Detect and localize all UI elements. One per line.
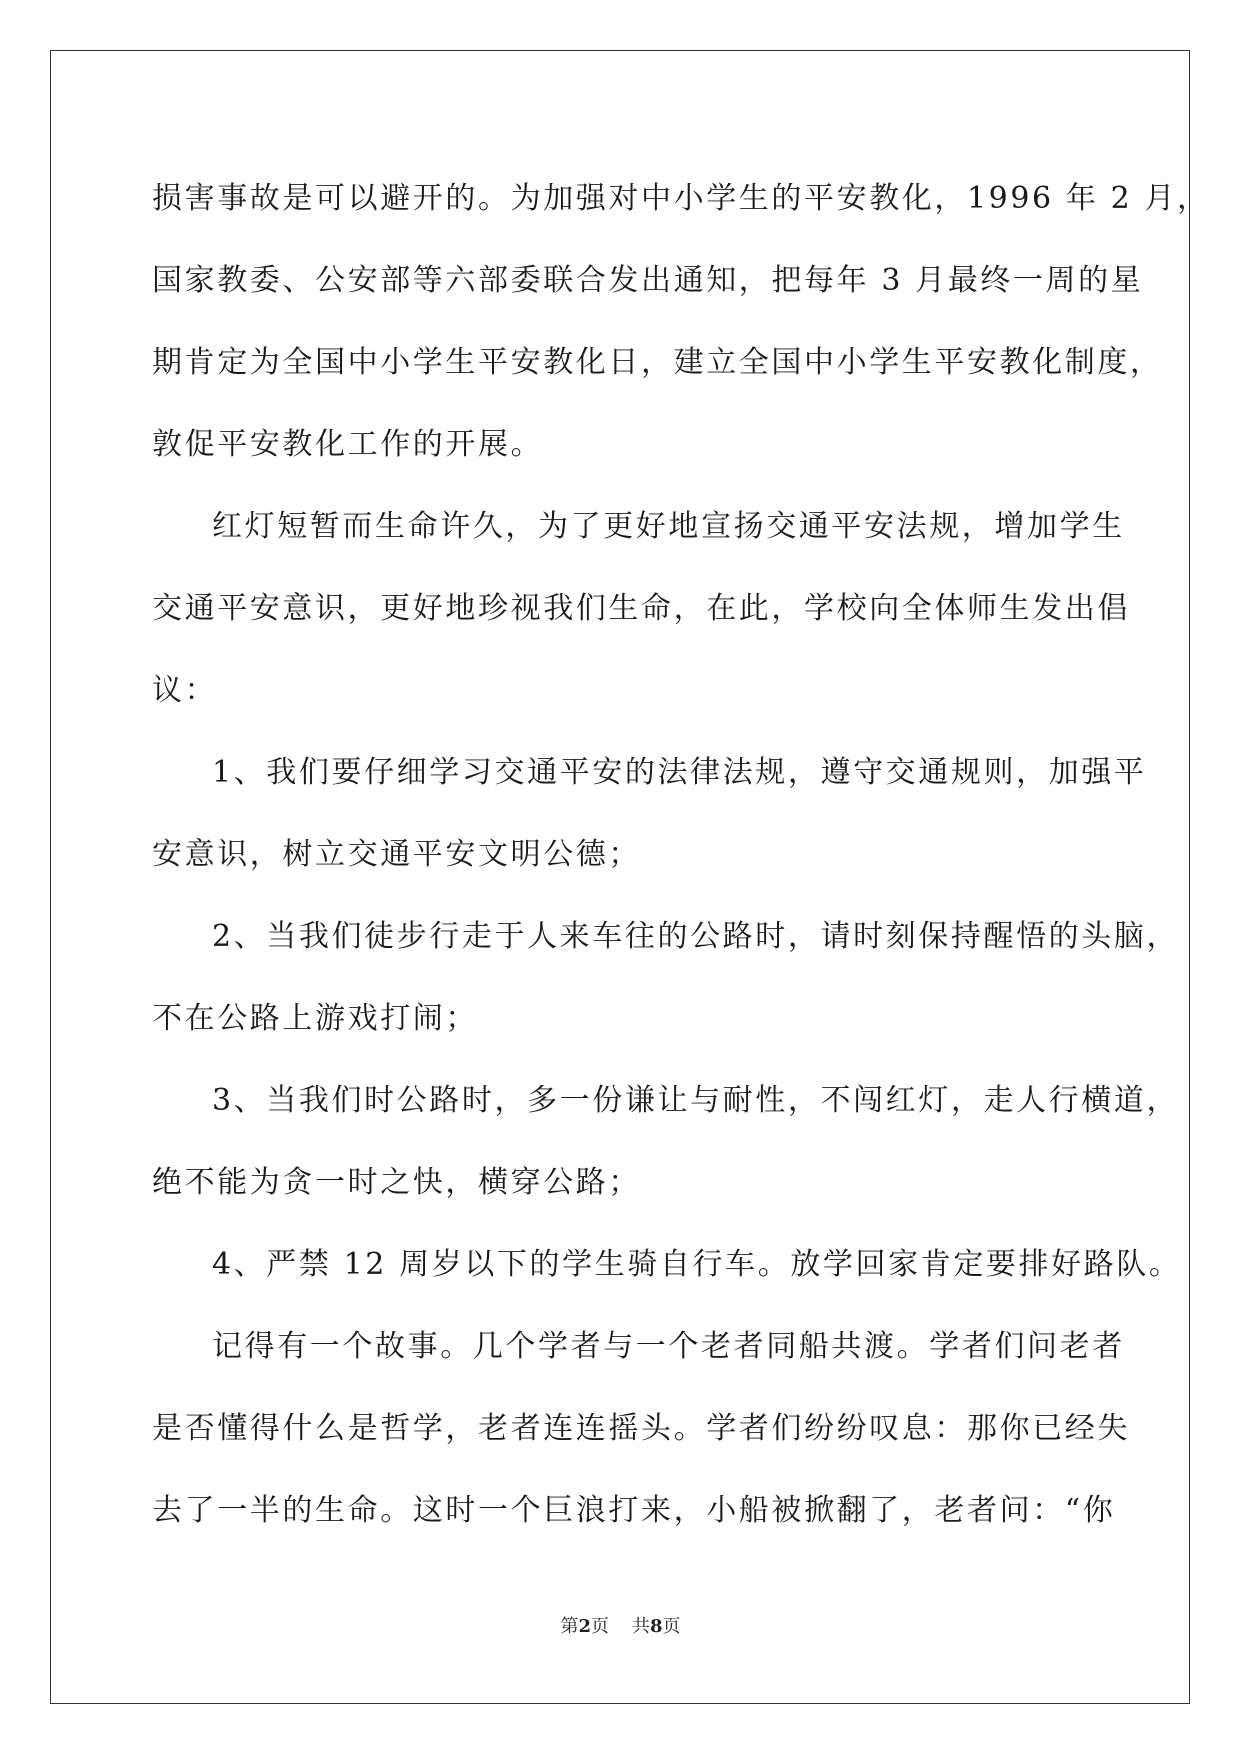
text-line: 不在公路上游戏打闹； [152, 1001, 478, 1036]
text-line: 记得有一个故事。几个学者与一个老者同船共渡。学者们问老者 [212, 1329, 1125, 1364]
text-line: 期肯定为全国中小学生平安教化日，建立全国中小学生平安教化制度， [152, 345, 1163, 380]
footer-total-suffix: 页 [662, 1616, 681, 1637]
text-line: 红灯短暂而生命许久，为了更好地宣扬交通平安法规，增加学生 [212, 509, 1125, 544]
text-line: 2、当我们徒步行走于人来车往的公路时，请时刻保持醒悟的头脑， [212, 919, 1180, 954]
text-line: 4、严禁 12 周岁以下的学生骑自行车。放学回家肯定要排好路队。 [212, 1247, 1182, 1282]
text-line: 去了一半的生命。这时一个巨浪打来，小船被掀翻了，老者问：“你 [152, 1493, 1116, 1528]
text-line: 是否懂得什么是哲学，老者连连摇头。学者们纷纷叹息：那你已经失 [152, 1411, 1130, 1446]
text-line: 3、当我们时公路时，多一份谦让与耐性，不闯红灯，走人行横道， [212, 1083, 1180, 1118]
text-line: 敦促平安教化工作的开展。 [152, 427, 544, 462]
text-line: 安意识，树立交通平安文明公德； [152, 837, 641, 872]
page-footer [0, 1612, 1241, 1638]
footer-page-suffix: 页 [591, 1616, 610, 1637]
footer-page-number: 2 [578, 1616, 592, 1637]
text-line: 绝不能为贪一时之快，横穿公路； [152, 1165, 641, 1200]
text-line: 国家教委、公安部等六部委联合发出通知，把每年 3 月最终一周的星 [152, 263, 1144, 298]
footer-page-prefix: 第 [560, 1616, 579, 1637]
footer-total-number: 8 [649, 1616, 663, 1637]
text-line: 1、我们要仔细学习交通平安的法律法规，遵守交通规则，加强平 [212, 755, 1147, 790]
text-line: 损害事故是可以避开的。为加强对中小学生的平安教化，1996 年 2 月， [152, 181, 1210, 216]
document-body [152, 158, 1210, 1552]
text-line: 交通平安意识，更好地珍视我们生命，在此，学校向全体师生发出倡 [152, 591, 1130, 626]
footer-total-prefix: 共 [631, 1616, 650, 1637]
text-line: 议： [152, 673, 218, 708]
